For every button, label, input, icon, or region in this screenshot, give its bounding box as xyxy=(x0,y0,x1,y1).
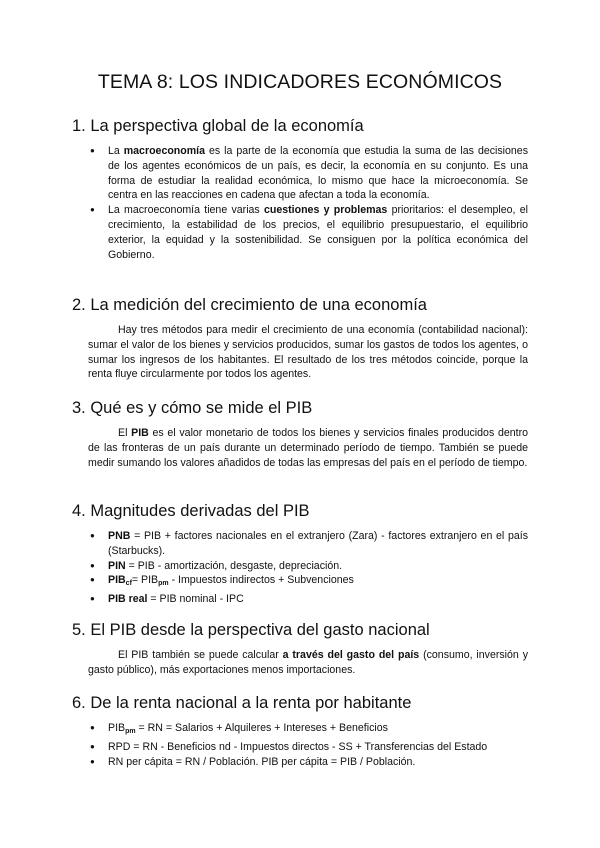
text: El PIB también se puede calcular xyxy=(118,649,283,661)
list-item xyxy=(108,203,528,262)
list-item xyxy=(108,592,528,607)
section-1 xyxy=(72,117,528,262)
subscript: cf xyxy=(125,580,132,588)
bold-term: macroeconomía xyxy=(123,145,205,157)
subscript: pm xyxy=(125,728,136,735)
text: prioritarios: el desempleo, el crecimiento, la estabilidad de los precios, el equilibrio presupuestario, el equilibrio exterior, la equidad y la sostenibilidad. Se consiguen por la política económica del Gobierno. xyxy=(108,204,528,261)
text: PIB xyxy=(108,722,126,734)
section-2 xyxy=(72,296,528,382)
text: RPD = RN - Beneficios nd - Impuestos directos - SS + Transferencias del Estado xyxy=(108,740,488,753)
text: = PIB - amortización, desgaste, depreciación. xyxy=(125,559,343,572)
text: = PIB nominal - IPC xyxy=(147,593,244,606)
text: La macroeconomía tiene varias xyxy=(108,204,264,217)
text: = PIB + factores nacionales en el extranjero (Zara) - factores extranjero en el país (Starbucks). xyxy=(108,530,528,557)
section-6-list xyxy=(72,721,528,769)
list-item xyxy=(108,144,528,203)
document-title: TEMA 8: LOS INDICADORES ECONÓMICOS xyxy=(97,71,503,93)
text: La xyxy=(108,145,124,157)
section-1-list xyxy=(72,144,528,262)
text: - Impuestos indirectos + Subvenciones xyxy=(168,574,354,587)
section-5 xyxy=(72,621,528,678)
bold-term: a través del gasto del país xyxy=(282,649,420,661)
bold-term: PIB xyxy=(131,427,149,439)
section-5-heading: 5. El PIB desde la perspectiva del gasto nacional xyxy=(72,621,430,639)
section-6 xyxy=(72,694,528,769)
section-3-heading: 3. Qué es y cómo se mide el PIB xyxy=(72,399,313,417)
section-4-list xyxy=(72,529,528,607)
bold-term: cuestiones y problemas xyxy=(264,204,388,217)
text: = PIB xyxy=(131,574,159,587)
section-6-heading: 6. De la renta nacional a la renta por habitante xyxy=(72,694,412,712)
text: (consumo, inversión y gasto público), más exportaciones menos importaciones. xyxy=(88,649,528,676)
section-1-heading: 1. La perspectiva global de la economía xyxy=(72,117,364,135)
bold-term: PIB real xyxy=(108,593,148,606)
list-item xyxy=(108,721,528,740)
text: = RN = Salarios + Alquileres + Intereses + Beneficios xyxy=(135,722,388,734)
section-5-text xyxy=(88,648,528,678)
section-2-text: Hay tres métodos para medir el crecimiento de una economía (contabilidad nacional): sumar el valor de los bienes y servicios producidos, sumar los gastos de todos los agentes, o sumar los ingresos de los habitantes. El resultado de los tres métodos coincide, porque la renta fluye circularmente por todos los agentes. xyxy=(88,324,528,381)
section-3 xyxy=(72,399,528,470)
text: es la parte de la economía que estudia la suma de las decisiones de los agentes económicos de un país, es decir, la economía en su conjunto. Es una forma de estudiar la realidad económica, lo mismo que hace la microeconomía. Se centra en las reacciones en cadena que afectan a toda la economía. xyxy=(108,145,528,202)
list-item xyxy=(108,740,528,755)
bold-term: PIN xyxy=(108,559,126,572)
text: es el valor monetario de todos los bienes y servicios finales producidos dentro de las fronteras de un país durante un determinado período de tiempo. También se puede medir sumando los valores añadidos de todas las empresas del país en el período de tiempo. xyxy=(88,427,528,469)
subscript: pm xyxy=(158,580,169,588)
section-2-heading: 2. La medición del crecimiento de una economía xyxy=(72,296,427,314)
text: RN per cápita = RN / Población. PIB per cápita = PIB / Población. xyxy=(108,755,416,768)
section-4 xyxy=(72,502,528,607)
bold-term: PIB xyxy=(108,574,126,587)
section-3-text xyxy=(88,426,528,470)
section-4-heading: 4. Magnitudes derivadas del PIB xyxy=(72,502,310,520)
text: El xyxy=(118,427,132,439)
bold-term: PNB xyxy=(108,530,131,542)
list-item xyxy=(108,573,528,592)
list-item xyxy=(108,559,528,574)
list-item xyxy=(108,529,528,559)
list-item xyxy=(108,755,528,770)
